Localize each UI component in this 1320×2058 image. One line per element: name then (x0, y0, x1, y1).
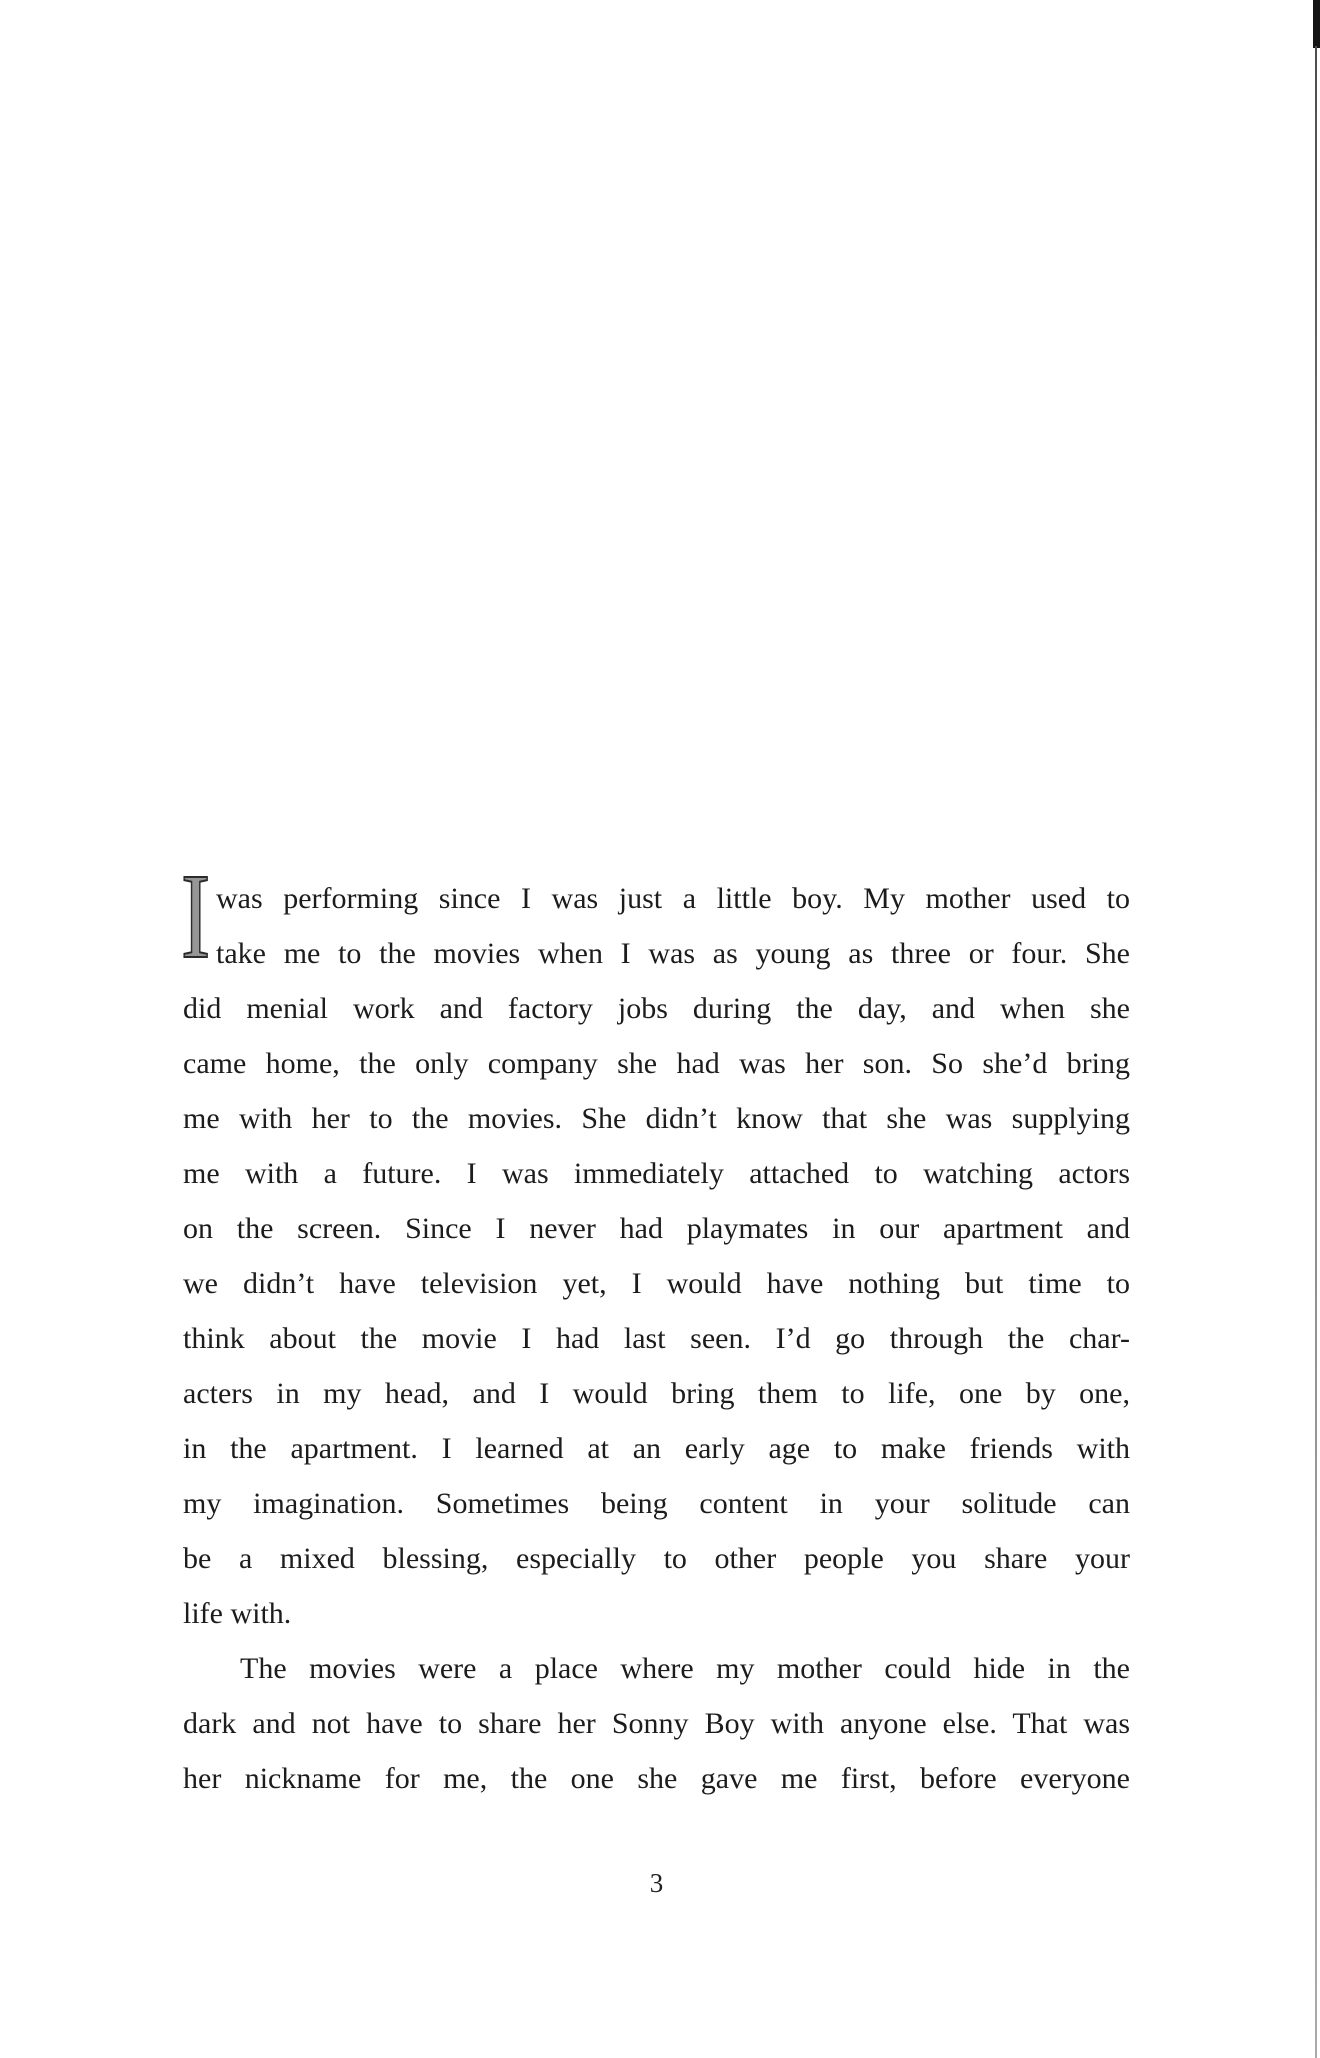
text-line: life with. (183, 1597, 292, 1630)
text-line: was performing since I was just a little boy. My mother used to (216, 882, 1130, 915)
text-line: The movies were a place where my mother could hide in the (240, 1652, 1130, 1685)
text-line: dark and not have to share her Sonny Boy with anyone else. That was (183, 1707, 1130, 1740)
text-line: be a mixed blessing, especially to other people you share your (183, 1542, 1130, 1575)
text-line: in the apartment. I learned at an early age to make friends with (183, 1432, 1130, 1465)
text-line: me with her to the movies. She didn’t know that she was supplying (183, 1102, 1130, 1135)
text-line: me with a future. I was immediately attached to watching actors (183, 1157, 1130, 1190)
drop-cap: I (181, 849, 211, 984)
text-line: did menial work and factory jobs during the day, and when she (183, 992, 1130, 1025)
text-line: my imagination. Sometimes being content in your solitude can (183, 1487, 1130, 1520)
text-line: think about the movie I had last seen. I’d go through the char- (183, 1322, 1130, 1355)
text-line: acters in my head, and I would bring them to life, one by one, (183, 1377, 1130, 1410)
text-line: her nickname for me, the one she gave me first, before everyone (183, 1762, 1130, 1795)
text-line: we didn’t have television yet, I would have nothing but time to (183, 1267, 1130, 1300)
page-number: 3 (649, 1868, 664, 1898)
body-text (183, 871, 1130, 1806)
text-line: came home, the only company she had was her son. So she’d bring (183, 1047, 1130, 1080)
scan-edge-corner-mark (1313, 0, 1320, 48)
text-line: take me to the movies when I was as young as three or four. She (216, 937, 1130, 970)
text-line: on the screen. Since I never had playmates in our apartment and (183, 1212, 1130, 1245)
scan-page-edge-line (1315, 46, 1317, 2058)
